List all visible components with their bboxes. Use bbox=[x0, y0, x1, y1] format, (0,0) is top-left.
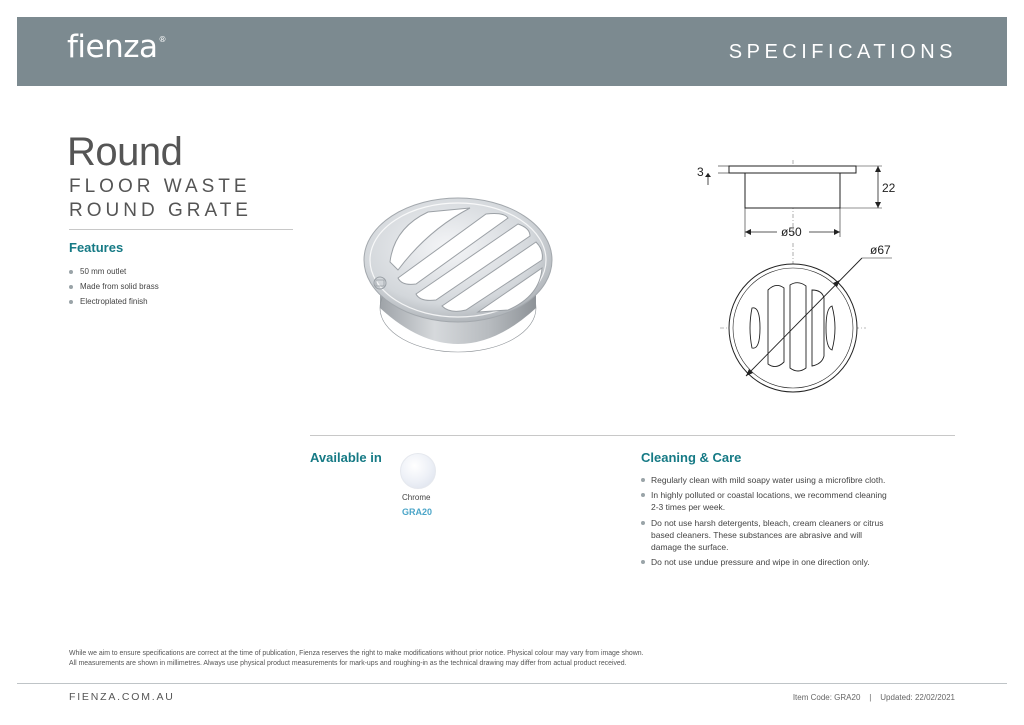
feature-item: 50 mm outlet bbox=[69, 264, 159, 279]
dim-top: 3 bbox=[697, 165, 704, 179]
feature-item: Made from solid brass bbox=[69, 279, 159, 294]
finish-name: Chrome bbox=[402, 493, 431, 502]
features-list bbox=[69, 264, 159, 309]
website-link[interactable]: FIENZA.COM.AU bbox=[69, 691, 175, 703]
header-bar bbox=[17, 17, 1007, 86]
dim-height: 22 bbox=[882, 181, 896, 195]
disclaimer bbox=[69, 649, 789, 669]
updated-date: Updated: 22/02/2021 bbox=[880, 693, 955, 702]
logo-text: fienza bbox=[67, 29, 158, 65]
available-heading: Available in bbox=[310, 450, 382, 465]
care-item: Do not use harsh detergents, bleach, cream cleaners or citrus based cleaners. These substances are abrasive and will damage the surface. bbox=[641, 517, 891, 554]
item-code: Item Code: GRA20 bbox=[792, 693, 861, 702]
care-heading: Cleaning & Care bbox=[641, 450, 742, 465]
meta-separator: | bbox=[869, 693, 872, 702]
product-image bbox=[358, 190, 558, 370]
disclaimer-line-1: While we aim to ensure specifications are correct at the time of publication, Fienza reserves the right to make modifications without prior notice. Physical colour may vary from image shown. bbox=[69, 650, 644, 657]
dim-diameter: ø67 bbox=[870, 243, 891, 257]
fienza-logo: fienza® bbox=[67, 29, 167, 65]
care-item: In highly polluted or coastal locations, we recommend cleaning 2-3 times per week. bbox=[641, 489, 891, 513]
care-item: Do not use undue pressure and wipe in one direction only. bbox=[641, 556, 891, 568]
chrome-swatch[interactable] bbox=[400, 453, 436, 489]
disclaimer-line-2: All measurements are shown in millimetres. Always use physical product measurements for mark-ups and roughing-in as the technical drawing may differ from actual product received. bbox=[69, 660, 627, 667]
footer-divider bbox=[17, 683, 1007, 684]
dim-outlet: ø50 bbox=[781, 225, 802, 239]
section-divider bbox=[310, 435, 955, 436]
features-heading: Features bbox=[69, 240, 124, 255]
feature-item: Electroplated finish bbox=[69, 294, 159, 309]
product-subtitle-2: ROUND GRATE bbox=[69, 200, 252, 221]
section-title: SPECIFICATIONS bbox=[728, 41, 957, 63]
product-title: Round bbox=[67, 130, 183, 174]
care-list bbox=[641, 474, 891, 571]
technical-drawing-plan bbox=[680, 238, 900, 398]
product-subtitle-1: FLOOR WASTE bbox=[69, 176, 251, 197]
footer-meta bbox=[793, 693, 955, 702]
finish-code: GRA20 bbox=[402, 507, 433, 517]
title-divider bbox=[69, 229, 293, 230]
care-item: Regularly clean with mild soapy water using a microfibre cloth. bbox=[641, 474, 891, 486]
